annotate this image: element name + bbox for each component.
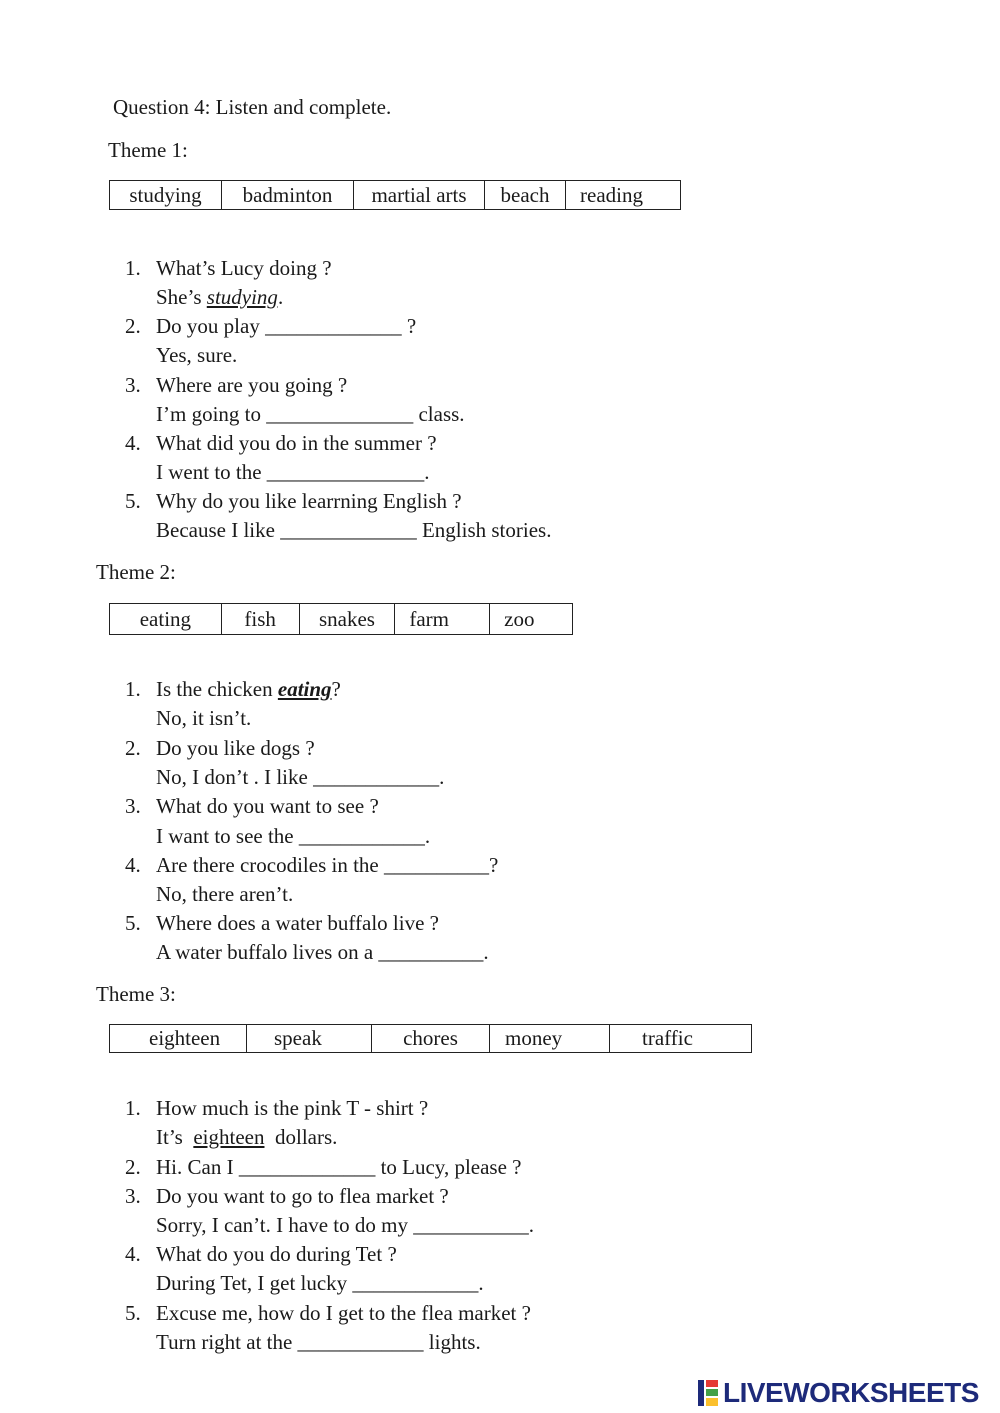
answer-text: Yes, sure. bbox=[156, 343, 238, 367]
question-text: Do you play _____________ ? bbox=[156, 314, 417, 338]
filled-answer: studying bbox=[206, 285, 278, 309]
question-number: 4. bbox=[125, 431, 141, 455]
theme-1-word-box bbox=[109, 180, 681, 210]
question-text: Hi. Can I _____________ to Lucy, please ? bbox=[156, 1155, 522, 1179]
word-cell: snakes bbox=[300, 604, 396, 634]
word-cell: studying bbox=[110, 181, 222, 209]
question-text: Where are you going ? bbox=[156, 373, 348, 397]
answer-text: I’m going to ______________ class. bbox=[156, 402, 465, 426]
question-text: How much is the pink T - shirt ? bbox=[156, 1096, 429, 1120]
question-text: Do you like dogs ? bbox=[156, 736, 315, 760]
filled-answer: eating bbox=[277, 677, 332, 701]
theme-3-word-box bbox=[109, 1024, 752, 1053]
word-cell: farm bbox=[395, 604, 490, 634]
question-number: 4. bbox=[125, 853, 141, 877]
question-text: What do you want to see ? bbox=[156, 794, 379, 818]
question-text: Excuse me, how do I get to the flea market ? bbox=[156, 1301, 531, 1325]
question-number: 2. bbox=[125, 314, 141, 338]
logo-icon bbox=[698, 1380, 720, 1406]
word-cell: traffic bbox=[642, 1026, 693, 1050]
answer-text: No, I don’t . I like ____________. bbox=[156, 765, 445, 789]
question-text: Do you want to go to flea market ? bbox=[156, 1184, 449, 1208]
question-text: What did you do in the summer ? bbox=[156, 431, 437, 455]
question-number: 1. bbox=[125, 1096, 141, 1120]
question-text: Where does a water buffalo live ? bbox=[156, 911, 439, 935]
answer-text: She’s studying. bbox=[156, 285, 284, 309]
word-cell: speak bbox=[247, 1025, 372, 1052]
logo-text: LIVEWORKSHEETS bbox=[723, 1377, 979, 1408]
answer-text: Turn right at the ____________ lights. bbox=[156, 1330, 481, 1354]
word-cell: eating bbox=[110, 604, 222, 634]
question-number: 2. bbox=[125, 1155, 141, 1179]
answer-text: It’s eighteen dollars. bbox=[156, 1125, 338, 1149]
question-number: 1. bbox=[125, 677, 141, 701]
question-number: 5. bbox=[125, 911, 141, 935]
question-number: 5. bbox=[125, 489, 141, 513]
question-text: Are there crocodiles in the __________? bbox=[156, 853, 499, 877]
question-text: What do you do during Tet ? bbox=[156, 1242, 397, 1266]
word-cell: reading bbox=[580, 182, 643, 207]
answer-text: Because I like _____________ English stories. bbox=[156, 518, 552, 542]
word-cell: money bbox=[490, 1025, 610, 1052]
answer-text: No, it isn’t. bbox=[156, 706, 252, 730]
filled-answer: eighteen bbox=[193, 1125, 265, 1149]
word-cell: eighteen bbox=[110, 1025, 247, 1052]
question-text: What’s Lucy doing ? bbox=[156, 256, 332, 280]
theme-3-label: Theme 3: bbox=[96, 982, 176, 1006]
question-number: 1. bbox=[125, 256, 141, 280]
answer-text: No, there aren’t. bbox=[156, 882, 294, 906]
question-number: 2. bbox=[125, 736, 141, 760]
question-title: Question 4: Listen and complete. bbox=[113, 95, 392, 119]
theme-2-label: Theme 2: bbox=[96, 560, 176, 584]
question-number: 4. bbox=[125, 1242, 141, 1266]
question-number: 3. bbox=[125, 794, 141, 818]
word-cell: badminton bbox=[222, 181, 354, 209]
question-number: 5. bbox=[125, 1301, 141, 1325]
liveworksheets-logo[interactable] bbox=[698, 1378, 979, 1408]
answer-text: I went to the _______________. bbox=[156, 460, 430, 484]
word-cell: beach bbox=[485, 181, 566, 209]
answer-text: A water buffalo lives on a __________. bbox=[156, 940, 489, 964]
question-text: Why do you like learrning English ? bbox=[156, 489, 462, 513]
answer-text: I want to see the ____________. bbox=[156, 824, 431, 848]
question-text: Is the chicken eating? bbox=[156, 677, 341, 701]
answer-text: Sorry, I can’t. I have to do my ___________. bbox=[156, 1213, 534, 1237]
word-cell: chores bbox=[372, 1025, 490, 1052]
answer-text: During Tet, I get lucky ____________. bbox=[156, 1271, 484, 1295]
question-number: 3. bbox=[125, 1184, 141, 1208]
theme-2-word-box bbox=[109, 603, 573, 635]
question-number: 3. bbox=[125, 373, 141, 397]
word-cell: martial arts bbox=[354, 181, 485, 209]
word-cell: zoo bbox=[504, 606, 535, 631]
theme-1-label: Theme 1: bbox=[108, 138, 188, 162]
word-cell: fish bbox=[222, 604, 300, 634]
